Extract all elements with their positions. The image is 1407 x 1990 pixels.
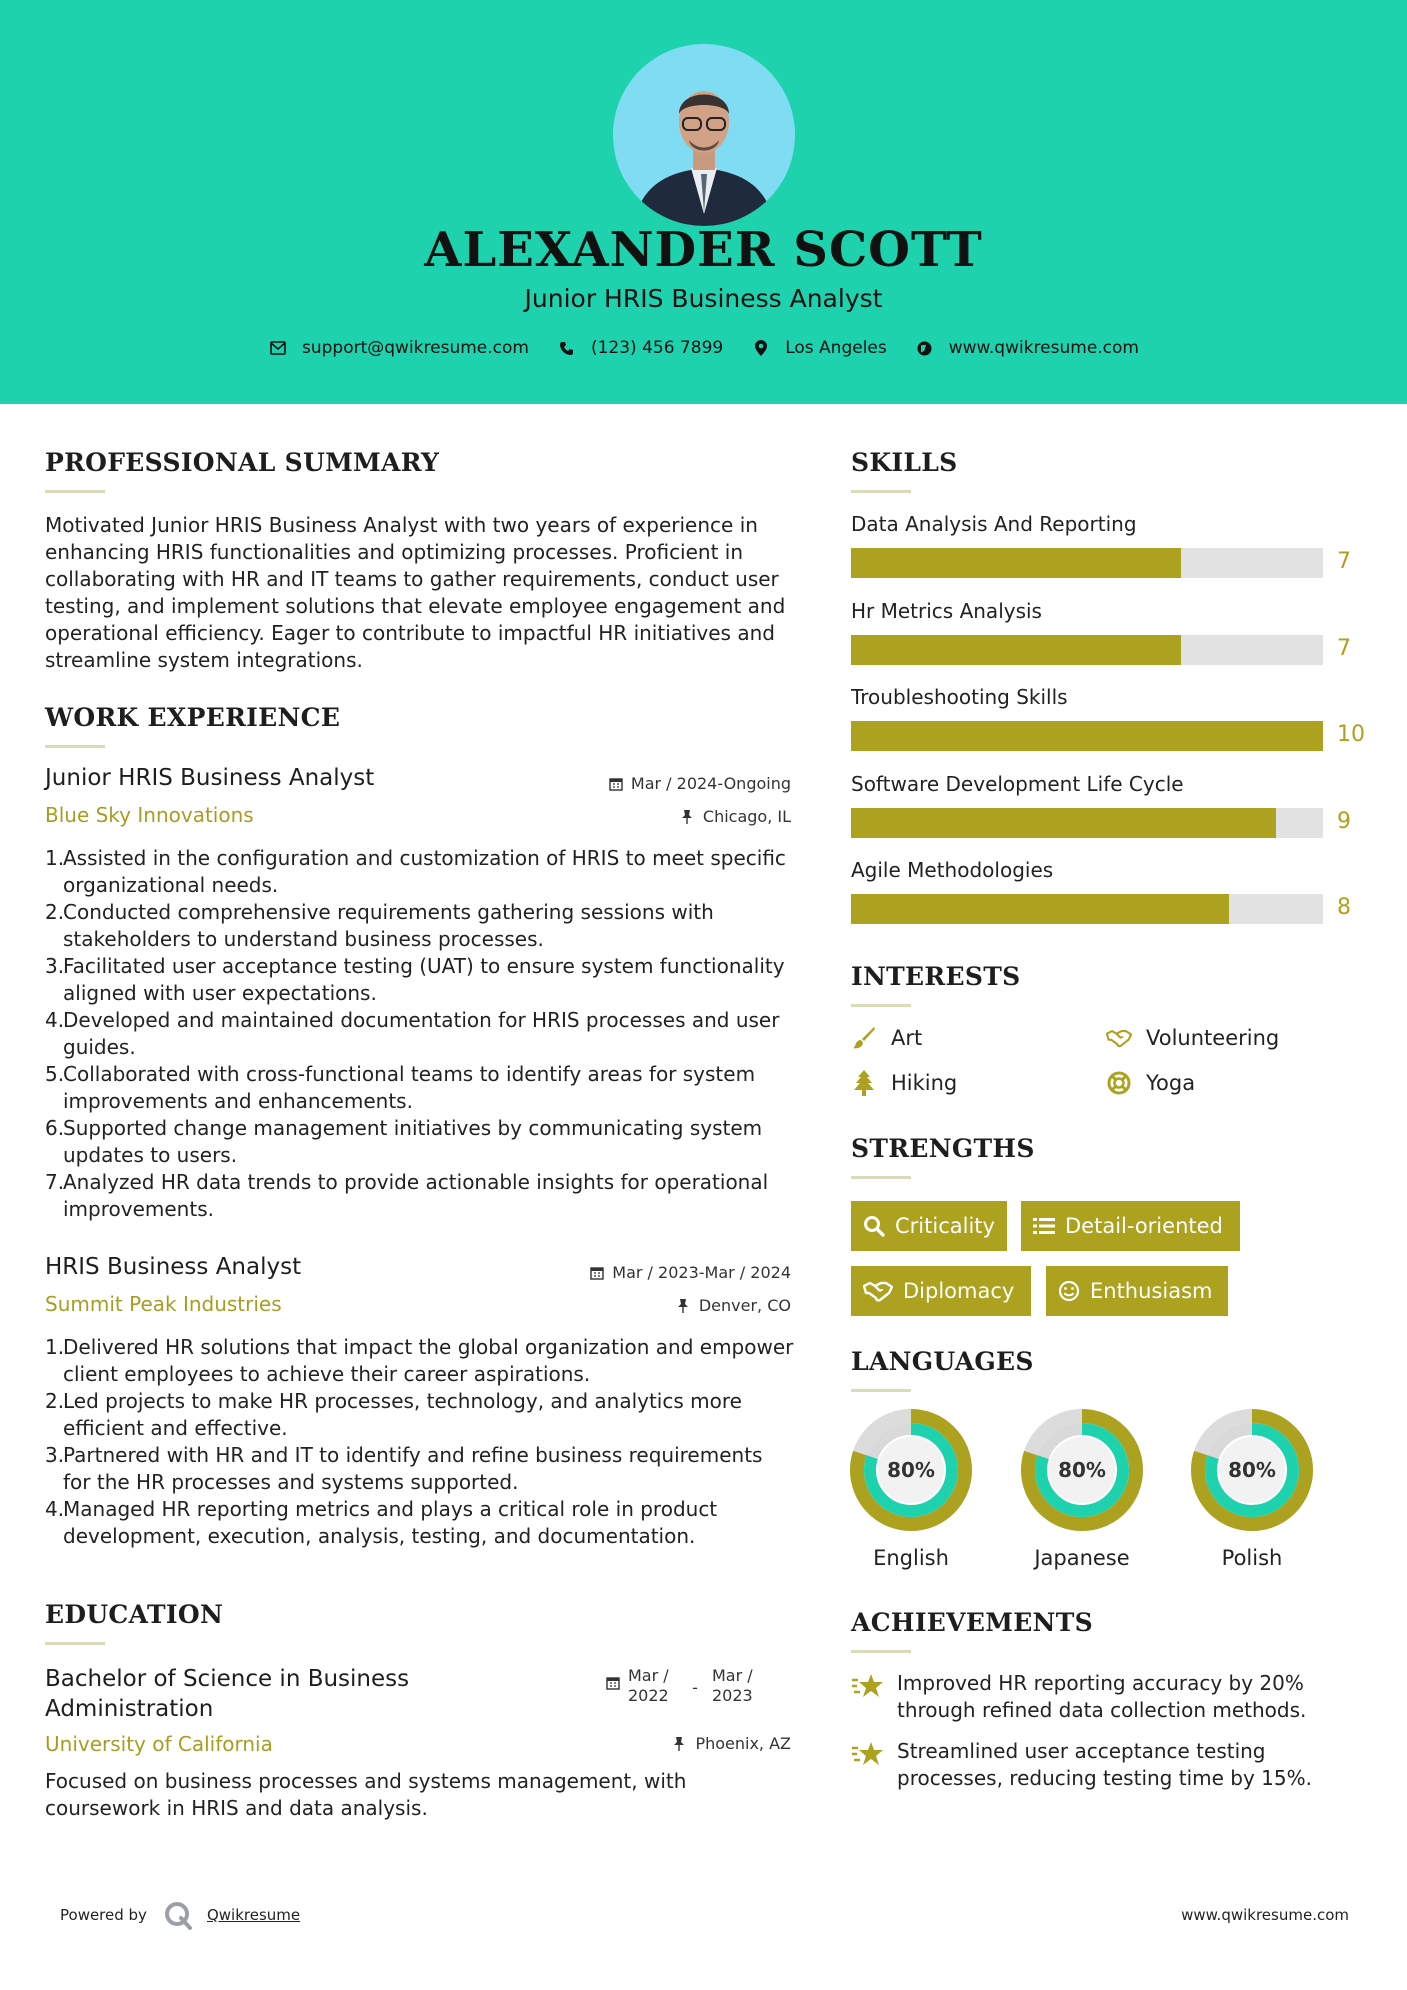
calendar-icon xyxy=(590,1266,604,1280)
list-item: 1. Assisted in the configuration and customization of HRIS to meet specific organizational needs. xyxy=(45,846,786,897)
school-name: University of California xyxy=(45,1732,273,1756)
strengths-heading: STRENGTHS xyxy=(851,1134,1035,1163)
strength-tag-diplomacy: Diplomacy xyxy=(851,1266,1031,1316)
summary-heading: PROFESSIONAL SUMMARY xyxy=(45,448,440,477)
footer-website[interactable]: www.qwikresume.com xyxy=(1181,1906,1349,1924)
education-location: Phoenix, AZ xyxy=(540,1734,791,1753)
list-item: 7. Analyzed HR data trends to provide actionable insights for operational improvements. xyxy=(45,1170,769,1221)
pushpin-icon xyxy=(677,1299,691,1313)
skill-bar-fill xyxy=(851,721,1323,751)
paintbrush-icon xyxy=(851,1025,877,1051)
skill-label: Hr Metrics Analysis xyxy=(851,599,1042,623)
powered-by xyxy=(60,1900,300,1930)
list-item: 4. Managed HR reporting metrics and plays a critical role in product development, execution, analysis, testing, and documentation. xyxy=(45,1497,718,1548)
job-date: Mar / 2023-Mar / 2024 xyxy=(540,1263,791,1282)
qwikresume-link[interactable]: Qwikresume xyxy=(206,1906,301,1924)
interests-divider xyxy=(851,1004,911,1007)
contact-bar xyxy=(0,338,1407,358)
summary-text: Motivated Junior HRIS Business Analyst with two years of experience in enhancing HRIS functionalities and optimizing processes. Proficient in collaborating with HR and IT teams to gather requirements, conduct user testing, and implement solutions that elevate employee engagement and operational efficiency. Eager to contribute to impactful HR initiatives and streamline system integrations. xyxy=(45,513,786,672)
resume-header xyxy=(0,0,1407,404)
list-item: 3. Facilitated user acceptance testing (UAT) to ensure system functionality aligned with user expectations. xyxy=(45,954,785,1005)
language-percent: 80% xyxy=(1058,1458,1106,1482)
pushpin-icon xyxy=(673,1737,687,1751)
powered-by-label: Powered by xyxy=(60,1906,147,1924)
language-donut xyxy=(1020,1408,1144,1532)
list-icon xyxy=(1033,1215,1055,1237)
skill-value: 7 xyxy=(1337,636,1351,661)
language-item xyxy=(1020,1408,1144,1570)
skill-bar-track xyxy=(851,721,1323,751)
language-item xyxy=(849,1408,973,1570)
achievements-divider xyxy=(851,1650,911,1653)
job-location: Denver, CO xyxy=(540,1296,791,1315)
education-date-end: Mar / 2023 xyxy=(712,1666,753,1705)
lifebuoy-icon xyxy=(1106,1070,1132,1096)
achievement-item: Improved HR reporting accuracy by 20% through refined data collection methods. xyxy=(851,1670,1351,1724)
skill-value: 10 xyxy=(1337,722,1365,747)
experience-divider xyxy=(45,745,105,748)
contact-location xyxy=(751,338,887,358)
location-text: Los Angeles xyxy=(785,338,887,358)
company-name: Summit Peak Industries xyxy=(45,1292,282,1316)
job-title: Junior HRIS Business Analyst xyxy=(45,765,375,791)
skill-bar-fill xyxy=(851,894,1229,924)
skill-value: 8 xyxy=(1337,895,1351,920)
skill-bar-track xyxy=(851,548,1323,578)
strength-tag-criticality: Criticality xyxy=(851,1201,1007,1251)
list-item: 2. Conducted comprehensive requirements gathering sessions with stakeholders to understand business processes. xyxy=(45,900,714,951)
interests-heading: INTERESTS xyxy=(851,962,1021,991)
calendar-icon xyxy=(606,1676,620,1690)
skill-bar-track xyxy=(851,808,1323,838)
list-item: 5. Collaborated with cross-functional teams to identify areas for system improvements and enhancements. xyxy=(45,1062,756,1113)
interest-hiking: Hiking xyxy=(851,1070,957,1096)
list-item: 1. Delivered HR solutions that impact the global organization and empower client employees to achieve their career aspirations. xyxy=(45,1335,794,1386)
education-divider xyxy=(45,1642,105,1645)
skill-bar-track xyxy=(851,894,1323,924)
calendar-icon xyxy=(609,777,623,791)
skill-bar-fill xyxy=(851,635,1181,665)
map-pin-icon xyxy=(751,338,771,358)
search-icon xyxy=(863,1215,885,1237)
job-location: Chicago, IL xyxy=(540,807,791,826)
skill-value: 9 xyxy=(1337,809,1351,834)
language-name: Japanese xyxy=(1034,1546,1130,1570)
language-donut xyxy=(1190,1408,1314,1532)
handshake-icon xyxy=(863,1280,893,1302)
languages-divider xyxy=(851,1389,911,1392)
phone-icon xyxy=(557,338,577,358)
skill-label: Agile Methodologies xyxy=(851,858,1054,882)
avatar xyxy=(613,44,795,226)
envelope-icon xyxy=(268,338,288,358)
interest-art: Art xyxy=(851,1025,922,1051)
interest-volunteering: Volunteering xyxy=(1106,1025,1279,1051)
skill-label: Data Analysis And Reporting xyxy=(851,512,1137,536)
contact-phone[interactable] xyxy=(557,338,723,358)
interest-yoga: Yoga xyxy=(1106,1070,1195,1096)
candidate-name: ALEXANDER SCOTT xyxy=(424,222,983,278)
website-text: www.qwikresume.com xyxy=(948,338,1139,358)
star-icon xyxy=(851,1670,885,1704)
languages-heading: LANGUAGES xyxy=(851,1347,1034,1376)
contact-email[interactable] xyxy=(268,338,529,358)
degree-title: Bachelor of Science in Business Administration xyxy=(45,1666,410,1722)
email-text: support@qwikresume.com xyxy=(302,338,529,358)
contact-website[interactable] xyxy=(915,338,1139,358)
education-dates xyxy=(606,1666,762,1706)
skills-heading: SKILLS xyxy=(851,448,958,477)
job-bullets xyxy=(45,845,795,1223)
list-item: 2. Led projects to make HR processes, technology, and analytics more efficient and effective. xyxy=(45,1389,742,1440)
skill-label: Software Development Life Cycle xyxy=(851,772,1184,796)
handshake-icon xyxy=(1106,1025,1132,1051)
qwikresume-logo-icon xyxy=(163,1900,193,1930)
list-item: 6. Supported change management initiatives by communicating system updates to users. xyxy=(45,1116,763,1167)
job-title: HRIS Business Analyst xyxy=(45,1254,302,1280)
strength-tag-detail-oriented: Detail-oriented xyxy=(1021,1201,1240,1251)
job-bullets xyxy=(45,1334,795,1550)
job-date: Mar / 2024-Ongoing xyxy=(540,774,791,793)
list-item: 4. Developed and maintained documentation for HRIS processes and user guides. xyxy=(45,1008,780,1059)
phone-text: (123) 456 7899 xyxy=(590,338,724,358)
pushpin-icon xyxy=(681,810,695,824)
language-percent: 80% xyxy=(1228,1458,1276,1482)
skill-value: 7 xyxy=(1337,549,1351,574)
skills-divider xyxy=(851,490,911,493)
date-separator: - xyxy=(692,1678,698,1697)
language-donut xyxy=(849,1408,973,1532)
globe-icon xyxy=(915,338,935,358)
skill-bar-fill xyxy=(851,548,1181,578)
achievements-heading: ACHIEVEMENTS xyxy=(851,1608,1093,1637)
summary-divider xyxy=(45,490,105,493)
star-icon xyxy=(851,1738,885,1772)
strengths-divider xyxy=(851,1176,911,1179)
list-item: 3. Partnered with HR and IT to identify and refine business requirements for the HR processes and systems supported. xyxy=(45,1443,763,1494)
candidate-title: Junior HRIS Business Analyst xyxy=(524,284,883,313)
education-description: Focused on business processes and systems management, with coursework in HRIS and data analysis. xyxy=(45,1769,687,1820)
language-percent: 80% xyxy=(887,1458,935,1482)
skill-bar-track xyxy=(851,635,1323,665)
education-heading: EDUCATION xyxy=(45,1600,224,1629)
skill-bar-fill xyxy=(851,808,1276,838)
language-name: Polish xyxy=(1221,1546,1283,1570)
skill-label: Troubleshooting Skills xyxy=(851,685,1068,709)
tree-icon xyxy=(851,1070,877,1096)
experience-heading: WORK EXPERIENCE xyxy=(45,703,341,732)
strength-tag-enthusiasm: Enthusiasm xyxy=(1046,1266,1228,1316)
company-name: Blue Sky Innovations xyxy=(45,803,254,827)
language-name: English xyxy=(873,1546,949,1570)
language-item xyxy=(1190,1408,1314,1570)
education-date-start: Mar / 2022 xyxy=(628,1666,669,1705)
smile-icon xyxy=(1058,1280,1080,1302)
achievement-item: Streamlined user acceptance testing processes, reducing testing time by 15%. xyxy=(851,1738,1351,1792)
